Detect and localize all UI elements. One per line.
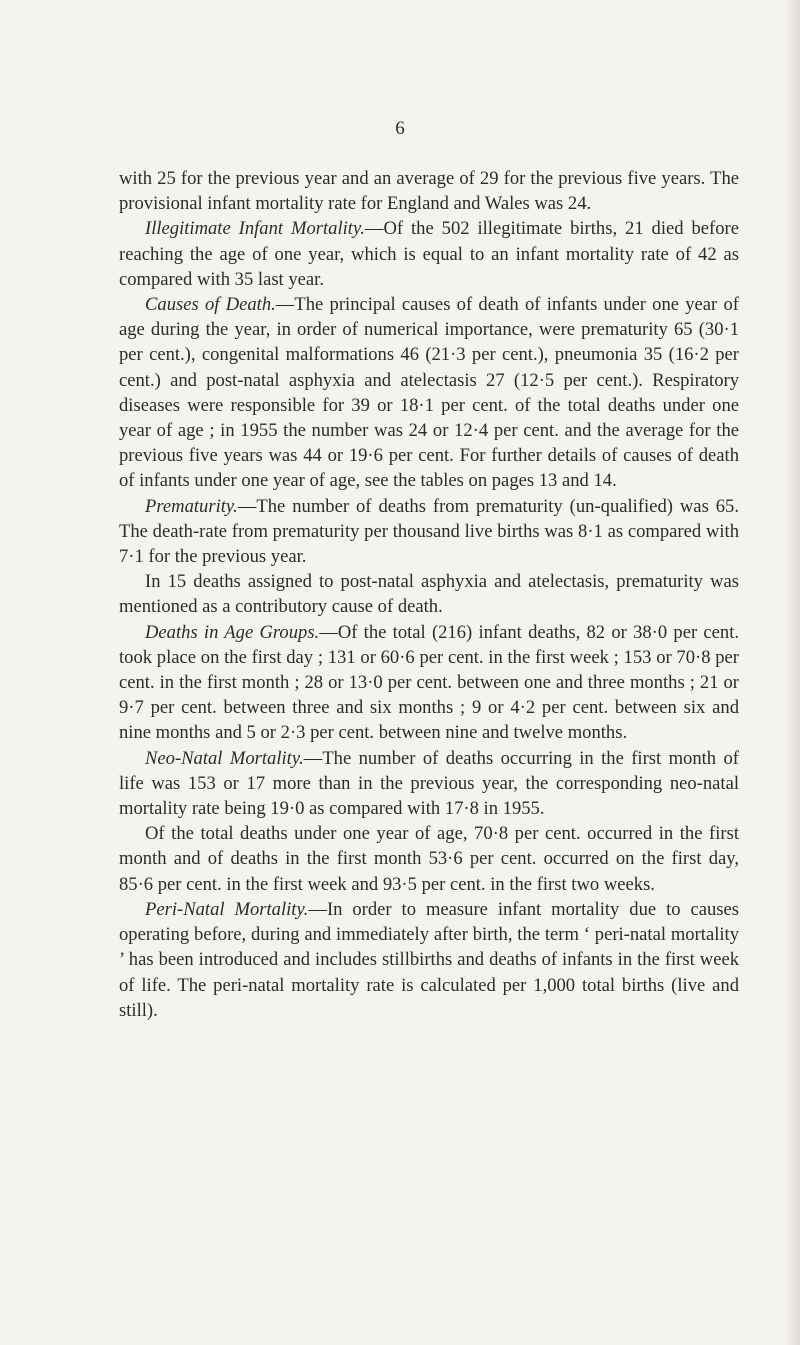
paragraph-text: —The number of deaths from prematurity (un-qualified) was 65. The death-rate from prematurity per thousand live births was 8·1 as compared with 7·1 for the previous year. (119, 495, 739, 568)
paragraph-continuation (119, 166, 739, 216)
section-heading: Prematurity. (145, 495, 238, 517)
paragraph-text: with 25 for the previous year and an average of 29 for the previous five years. The provisional infant mortality rate for England and Wales was 24. (119, 168, 739, 215)
paragraph-causes-of-death (119, 292, 739, 494)
paragraph-text: —Of the 502 illegitimate births, 21 died before reaching the age of one year, which is equal to an infant mortality rate of 42 as compared with 35 last year. (119, 218, 739, 290)
section-heading: Causes of Death. (145, 294, 276, 316)
paragraph-prematurity (119, 494, 739, 570)
paragraph-deaths-in-age-groups (119, 620, 739, 746)
paragraph-text: —In order to measure infant mortality due to causes operating before, during and immediately after birth, the term ‘ peri-natal mortality ’ has been introduced and includes stillbirths and deaths of infants in the first week of life. The peri-natal mortality rate is calculated per 1,000 total births (live and still). (119, 898, 739, 1021)
section-heading: Neo-Natal Mortality. (145, 747, 304, 769)
page-edge-shadow (786, 0, 800, 1345)
paragraph-text: —Of the total (216) infant deaths, 82 or 38·0 per cent. took place on the first day ; 131 or 60·6 per cent. in the first week ; 153 or 70·8 per cent. in the first month ; 28 or 13·0 per cent. between one and three months ; 21 or 9·7 per cent. between three and six months ; 9 or 4·2 per cent. between six and nine months and 5 or 2·3 per cent. between nine and twelve months. (119, 621, 740, 744)
paragraph-prematurity-contributory (119, 569, 739, 619)
paragraph-illegitimate-infant-mortality (119, 216, 739, 292)
section-heading: Illegitimate Infant Mortality. (145, 218, 365, 240)
paragraph-text: —The number of deaths occurring in the first month of life was 153 or 17 more than in the previous year, the corresponding neo-natal mortality rate being 19·0 as compared with 17·8 in 1955. (119, 747, 739, 820)
section-heading: Deaths in Age Groups. (145, 621, 320, 643)
paragraph-neo-natal-breakdown (119, 821, 739, 897)
document-body (119, 166, 739, 1023)
page-number: 6 (395, 118, 405, 139)
paragraph-peri-natal-mortality (119, 897, 739, 1023)
paragraph-neo-natal-mortality (119, 746, 739, 822)
paragraph-text: Of the total deaths under one year of age, 70·8 per cent. occurred in the first month and of deaths in the first month 53·6 per cent. occurred on the first day, 85·6 per cent. in the first week and 93·5 per cent. in the first two weeks. (119, 823, 739, 895)
paragraph-text: —The principal causes of death of infants under one year of age during the year, in order of numerical importance, were prematurity 65 (30·1 per cent.), congenital malformations 46 (21·3 per cent.), pneumonia 35 (16·2 per cent.) and post-natal asphyxia and atelectasis 27 (12·5 per cent.). Respiratory diseases were responsible for 39 or 18·1 per cent. of the total deaths under one year of age ; in 1955 the number was 24 or 12·4 per cent. and the average for the previous five years was 44 or 19·6 per cent. For further details of causes of death of infants under one year of age, see the tables on pages 13 and 14. (119, 294, 739, 492)
section-heading: Peri-Natal Mortality. (145, 898, 309, 920)
paragraph-text: In 15 deaths assigned to post-natal asphyxia and atelectasis, prematurity was mentioned as a contributory cause of death. (119, 571, 739, 618)
